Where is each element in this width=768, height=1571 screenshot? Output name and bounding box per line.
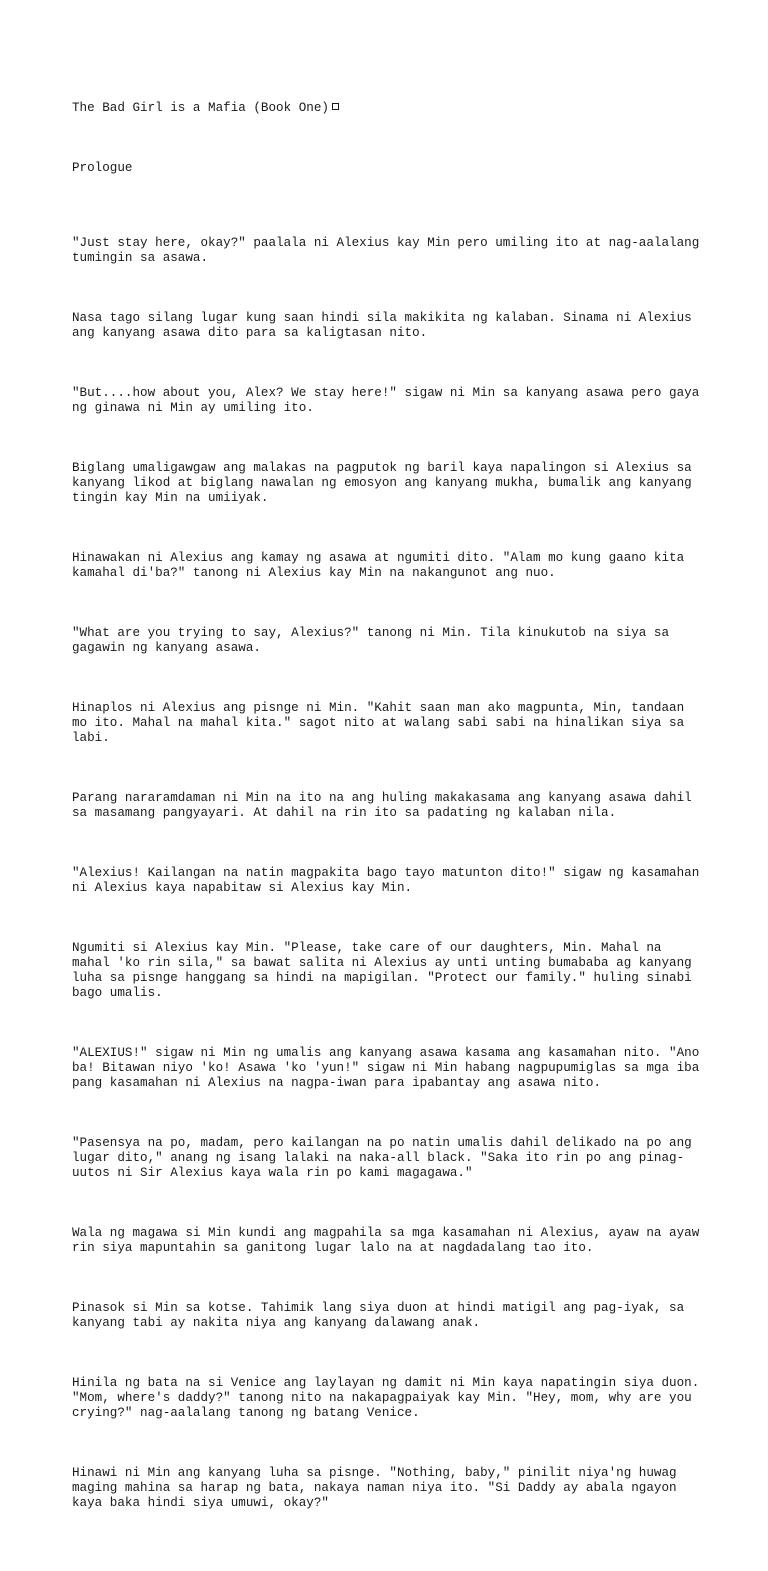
paragraph: "ALEXIUS!" sigaw ni Min ng umalis ang kanyang asawa kasama ang kasamahan nito. "Ano ba! Bitawan niyo 'ko! Asawa 'ko 'yun!" sigaw ni Min habang nagpupumiglas sa mga iba pang kasamahan ni Alexius na nagpa-iwan para ipabantay ang asawa nito. <box>72 1046 700 1090</box>
paragraph: "What are you trying to say, Alexius?" tanong ni Min. Tila kinukutob na siya sa gagawin ng kanyang asawa. <box>72 626 670 655</box>
paragraph: Hinila ng bata na si Venice ang laylayan ng damit ni Min kaya napatingin siya duon. "Mom, where's daddy?" tanong nito na nakapagpaiyak kay Min. "Hey, mom, why are you crying?" nag-aalalang tanong ng batang Venice. <box>72 1376 700 1420</box>
paragraph: "Alexius! Kailangan na natin magpakita bago tayo matunton dito!" sigaw ng kasamahan ni Alexius kaya napabitaw si Alexius kay Min. <box>72 866 700 895</box>
square-glyph-icon <box>332 103 339 110</box>
document-title: The Bad Girl is a Mafia (Book One) <box>72 101 329 115</box>
paragraph: Hinawi ni Min ang kanyang luha sa pisnge. "Nothing, baby," pinilit niya'ng huwag maging mahina sa harap ng bata, nakaya naman niya ito. "Si Daddy ay abala ngayon kaya baka hindi siya umuwi, okay?" <box>72 1466 677 1510</box>
chapter-heading: Prologue <box>72 161 133 175</box>
paragraph: Hinawakan ni Alexius ang kamay ng asawa at ngumiti dito. "Alam mo kung gaano kita kamahal di'ba?" tanong ni Alexius kay Min na nakangunot ang nuo. <box>72 551 685 580</box>
paragraph: "But....how about you, Alex? We stay here!" sigaw ni Min sa kanyang asawa pero gaya ng ginawa ni Min ay umiling ito. <box>72 386 700 415</box>
paragraph: Wala ng magawa si Min kundi ang magpahila sa mga kasamahan ni Alexius, ayaw na ayaw rin siya mapuntahin sa ganitong lugar lalo na at nagdadalang tao ito. <box>72 1226 700 1255</box>
document-title-line <box>72 101 702 116</box>
paragraph: Ngumiti si Alexius kay Min. "Please, take care of our daughters, Min. Mahal na mahal 'ko rin sila," sa bawat salita ni Alexius ay unti unting bumababa ag kanyang luha sa pisnge hanggang sa hindi na mapigilan. "Protect our family." huling sinabi bago umalis. <box>72 941 692 1000</box>
paragraph: "Pasensya na po, madam, pero kailangan na po natin umalis dahil delikado na po ang lugar dito," anang ng isang lalaki na naka-all black. "Saka ito rin po ang pinag- uutos ni Sir Alexius kaya wala rin po kami magagawa." <box>72 1136 692 1180</box>
paragraph: Pinasok si Min sa kotse. Tahimik lang siya duon at hindi matigil ang pag-iyak, sa kanyang tabi ay nakita niya ang kanyang dalawang anak. <box>72 1301 685 1330</box>
paragraph: Nasa tago silang lugar kung saan hindi sila makikita ng kalaban. Sinama ni Alexius ang kanyang asawa dito para sa kaligtasan nito. <box>72 311 692 340</box>
story-body <box>72 206 702 1556</box>
paragraph: Biglang umaligawgaw ang malakas na pagputok ng baril kaya napalingon si Alexius sa kanyang likod at biglang nawalan ng emosyon ang kanyang mukha, bumalik ang kanyang tingin kay Min na umiiyak. <box>72 461 692 505</box>
document-page <box>72 71 702 1571</box>
paragraph: Parang nararamdaman ni Min na ito na ang huling makakasama ang kanyang asawa dahil sa masamang pangyayari. At dahil na rin ito sa padating ng kalaban nila. <box>72 791 692 820</box>
paragraph: "Just stay here, okay?" paalala ni Alexius kay Min pero umiling ito at nag-aalalang tumingin sa asawa. <box>72 236 700 265</box>
paragraph: Hinaplos ni Alexius ang pisnge ni Min. "Kahit saan man ako magpunta, Min, tandaan mo ito. Mahal na mahal kita." sagot nito at walang sabi sabi na hinalikan siya sa labi. <box>72 701 685 745</box>
